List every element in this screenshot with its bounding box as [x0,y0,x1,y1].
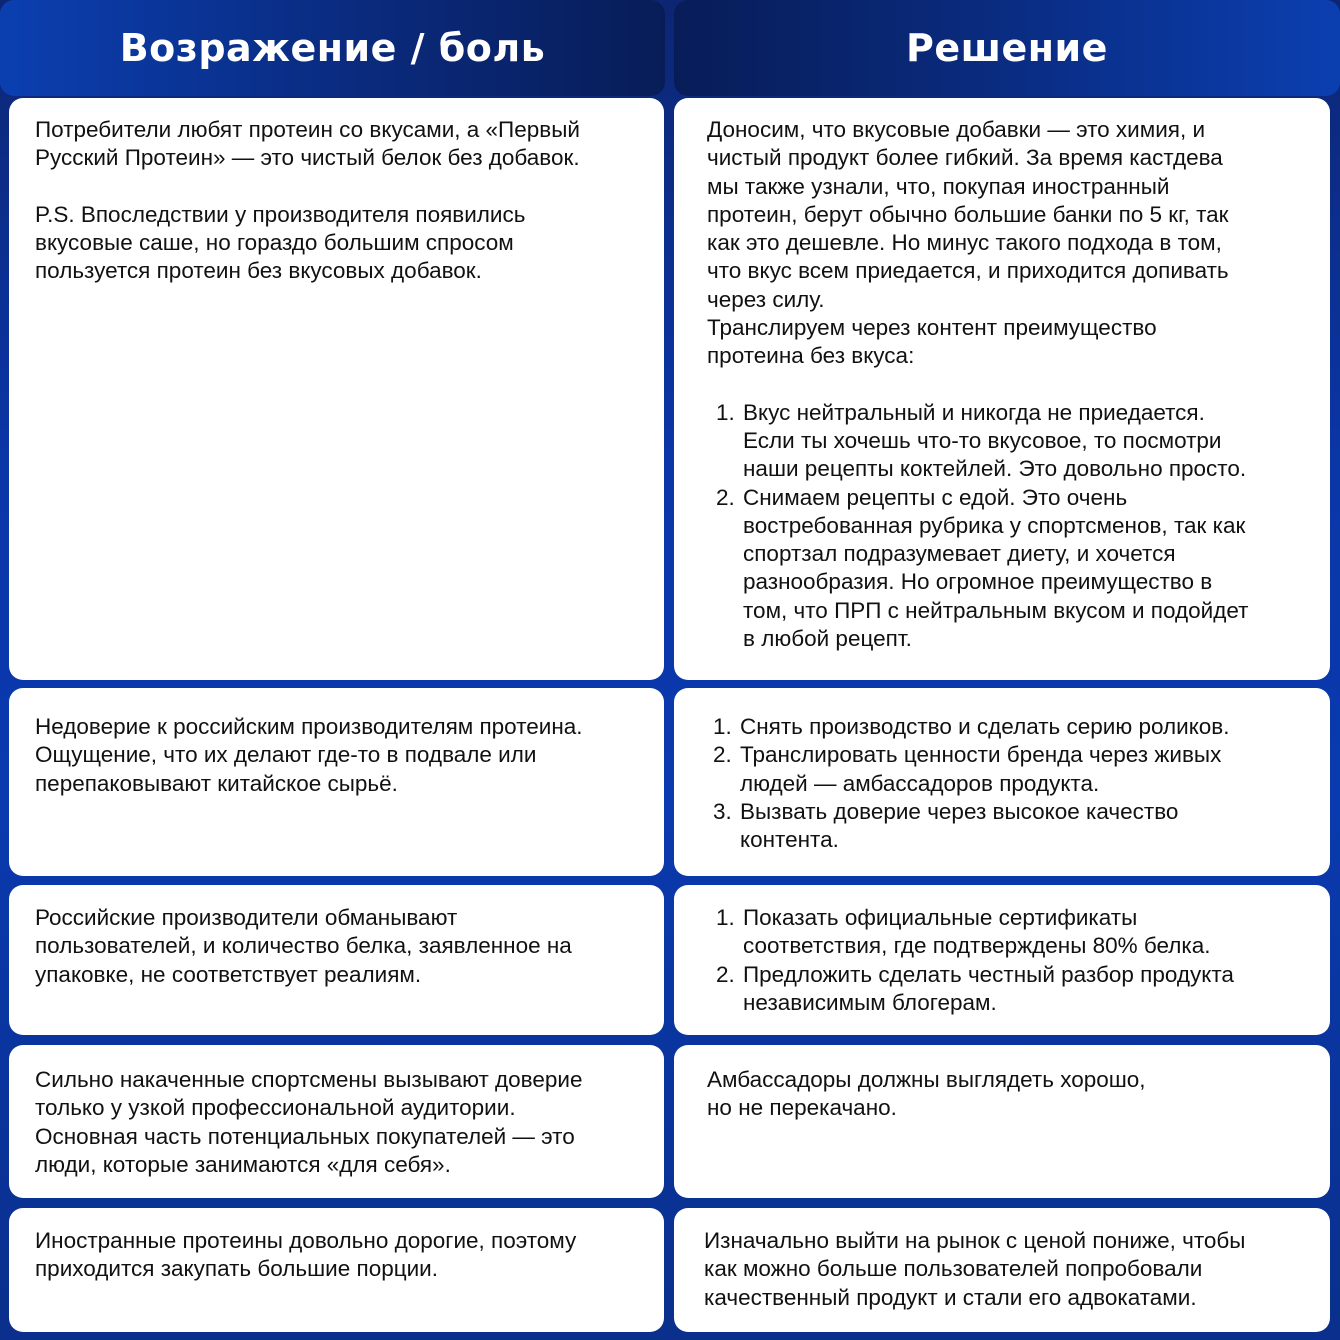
objection-text: Недоверие к российским производителям протеина. Ощущение, что их делают где-то в подвале или перепаковывают китайское сырьё. [35,714,583,796]
list-item-text: 2. Снимаем рецепты с едой. Это очень востребованная рубрика у спортсменов, так как спортзал подразумевает диету, и хочется разнообразия. Но огромное преимущество в том, что ПРП с нейтральным вкусом и подойдет в любой рецепт. [743,484,1249,652]
solution-list [707,399,1310,654]
objection-text: Сильно накаченные спортсмены вызывают доверие только у узкой профессиональной аудитории. Основная часть потенциальных покупателей — это люди, которые занимаются «для себя». [35,1067,583,1177]
list-item [738,741,1310,798]
list-item [738,798,1310,855]
header-objection [0,0,665,96]
list-item [741,961,1310,1018]
solution-text: Амбассадоры должны выглядеть хорошо, но не перекачано. [707,1067,1146,1121]
list-item-text: 2. Предложить сделать честный разбор продукта независимым блогерам. [743,961,1234,1015]
solution-cell-1 [674,98,1330,680]
objection-cell-5 [9,1208,664,1332]
solution-cell-3 [674,885,1330,1035]
list-item-text: 3. Вызвать доверие через высокое качество контента. [740,798,1179,853]
header-objection-title: Возражение / боль [119,26,546,70]
objection-cell-1 [9,98,664,680]
solution-cell-4 [674,1045,1330,1198]
objection-cell-3 [9,885,664,1035]
list-item [741,904,1310,961]
objection-note: P.S. Впоследствии у производителя появились вкусовые саше, но гораздо большим спросом пользуется протеин без вкусовых добавок. [35,201,526,284]
solution-list [707,904,1310,1017]
header-solution-title: Решение [906,26,1108,70]
list-item-text: 2. Транслировать ценности бренда через живых людей — амбассадоров продукта. [740,742,1222,796]
list-item-text: 1. Вкус нейтральный и никогда не приедается. Если ты хочешь что-то вкусовое, то посмотри наши рецепты коктейлей. Это довольно просто. [743,399,1247,482]
solution-list [704,713,1310,854]
objection-text: Иностранные протеины довольно дорогие, поэтому приходится закупать большие порции. [35,1228,577,1282]
objection-cell-4 [9,1045,664,1198]
solution-text: Изначально выйти на рынок с ценой пониже, чтобы как можно больше пользователей попробовали качественный продукт и стали его адвокатами. [704,1228,1246,1310]
solution-cell-2 [674,688,1330,876]
solution-cell-5 [674,1208,1330,1332]
list-item [738,713,1310,741]
objection-text: Российские производители обманывают пользователей, и количество белка, заявленное на упаковке, не соответствует реалиям. [35,905,572,987]
list-item [741,484,1310,654]
header-solution [674,0,1340,96]
list-item [741,399,1310,484]
list-item-text: 1. Показать официальные сертификаты соответствия, где подтверждены 80% белка. [743,905,1211,959]
list-item-text: 1. Снять производство и сделать серию роликов. [740,714,1230,739]
solution-text: Доносим, что вкусовые добавки — это химия, и чистый продукт более гибкий. За время кастдева мы также узнали, что, покупая иностранный протеин, берут обычно большие банки по 5 кг, так как это дешевле. Но минус такого подхода в том, что вкус всем приедается, и приходится допивать через силу. Транслируем через контент преимущество протеина без вкуса: [707,117,1229,369]
objection-cell-2 [9,688,664,876]
objection-text: Потребители любят протеин со вкусами, а «Первый Русский Протеин» — это чистый белок без добавок. [35,117,580,171]
